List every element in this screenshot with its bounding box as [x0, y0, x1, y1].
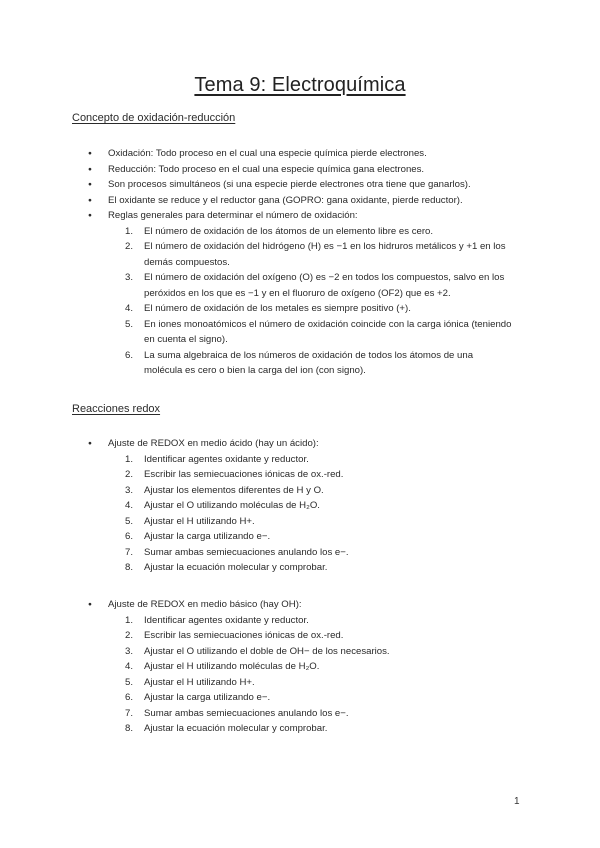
list-item: Ajustar el H utilizando H+. — [144, 676, 255, 688]
list-item: Ajustar la ecuación molecular y comprobar. — [144, 562, 328, 573]
list-item: Sumar ambas semiecuaciones anulando los e−. — [144, 546, 349, 558]
rules-intro: Reglas generales para determinar el número de oxidación: — [108, 210, 358, 221]
basico-label: Ajuste de REDOX en medio básico (hay OH): — [108, 599, 302, 610]
list-item: Identificar agentes oxidante y reductor. — [144, 453, 309, 465]
list-item: Ajustar los elementos diferentes de H y O. — [144, 484, 324, 496]
concepto-bullet-list — [72, 146, 532, 379]
list-item — [72, 436, 532, 576]
list-item: Ajustar el O utilizando el doble de OH− de los necesarios. — [144, 645, 390, 657]
list-item: Ajustar el H utilizando H+. — [144, 515, 255, 527]
list-item: Ajustar la carga utilizando e−. — [144, 692, 271, 703]
list-item: El número de oxidación del oxígeno (O) es −2 en todos los compuestos, salvo en los peróxidos en los que es −1 y en el fluoruro de oxígeno (OF2) que es +2. — [144, 272, 505, 299]
oxidation-rules-list — [108, 224, 532, 379]
list-item: Escribir las semiecuaciones iónicas de ox.-red. — [144, 630, 344, 641]
list-item: La suma algebraica de los números de oxidación de todos los átomos de una molécula es cero o bien la carga del ion (con signo). — [144, 349, 474, 376]
acido-label: Ajuste de REDOX en medio ácido (hay un ácido): — [108, 438, 319, 449]
list-item — [72, 208, 532, 379]
list-item: ● Reducción: Todo proceso en el cual una especie química gana electrones. — [72, 162, 532, 178]
list-item: Ajustar el H utilizando moléculas de H₂O. — [144, 661, 320, 672]
basico-steps-list — [108, 613, 532, 737]
acido-steps-list — [108, 452, 532, 576]
list-item: Ajustar el O utilizando moléculas de H₂O. — [144, 500, 320, 511]
list-item: Ajustar la ecuación molecular y comprobar. — [144, 723, 328, 734]
list-item: En iones monoatómicos el número de oxidación coincide con la carga iónica (teniendo en cuenta el signo). — [144, 318, 512, 345]
list-item — [72, 597, 532, 737]
list-item: Identificar agentes oxidante y reductor. — [144, 614, 309, 626]
section-heading-concepto: Concepto de oxidación-reducción — [72, 112, 236, 124]
page-title: Tema 9: Electroquímica — [194, 74, 406, 96]
section-heading-redox: Reacciones redox — [72, 403, 161, 415]
page-number: 1 — [514, 796, 520, 807]
list-item: Ajustar la carga utilizando e−. — [144, 531, 271, 542]
list-item: ● Son procesos simultáneos (si una especie pierde electrones otra tiene que ganarlos). — [72, 177, 532, 193]
list-item: ● El oxidante se reduce y el reductor gana (GOPRO: gana oxidante, pierde reductor). — [72, 193, 532, 209]
redox-acido-list — [72, 436, 532, 576]
list-item: ● Oxidación: Todo proceso en el cual una especie química pierde electrones. — [72, 146, 532, 162]
list-item: El número de oxidación del hidrógeno (H) es −1 en los hidruros metálicos y +1 en los demás compuestos. — [144, 241, 506, 268]
redox-basico-list — [72, 597, 532, 737]
list-item: El número de oxidación de los metales es siempre positivo (+). — [144, 303, 411, 314]
list-item: Sumar ambas semiecuaciones anulando los e−. — [144, 707, 349, 719]
list-item: Escribir las semiecuaciones iónicas de ox.-red. — [144, 469, 344, 480]
list-item: El número de oxidación de los átomos de un elemento libre es cero. — [144, 225, 434, 237]
